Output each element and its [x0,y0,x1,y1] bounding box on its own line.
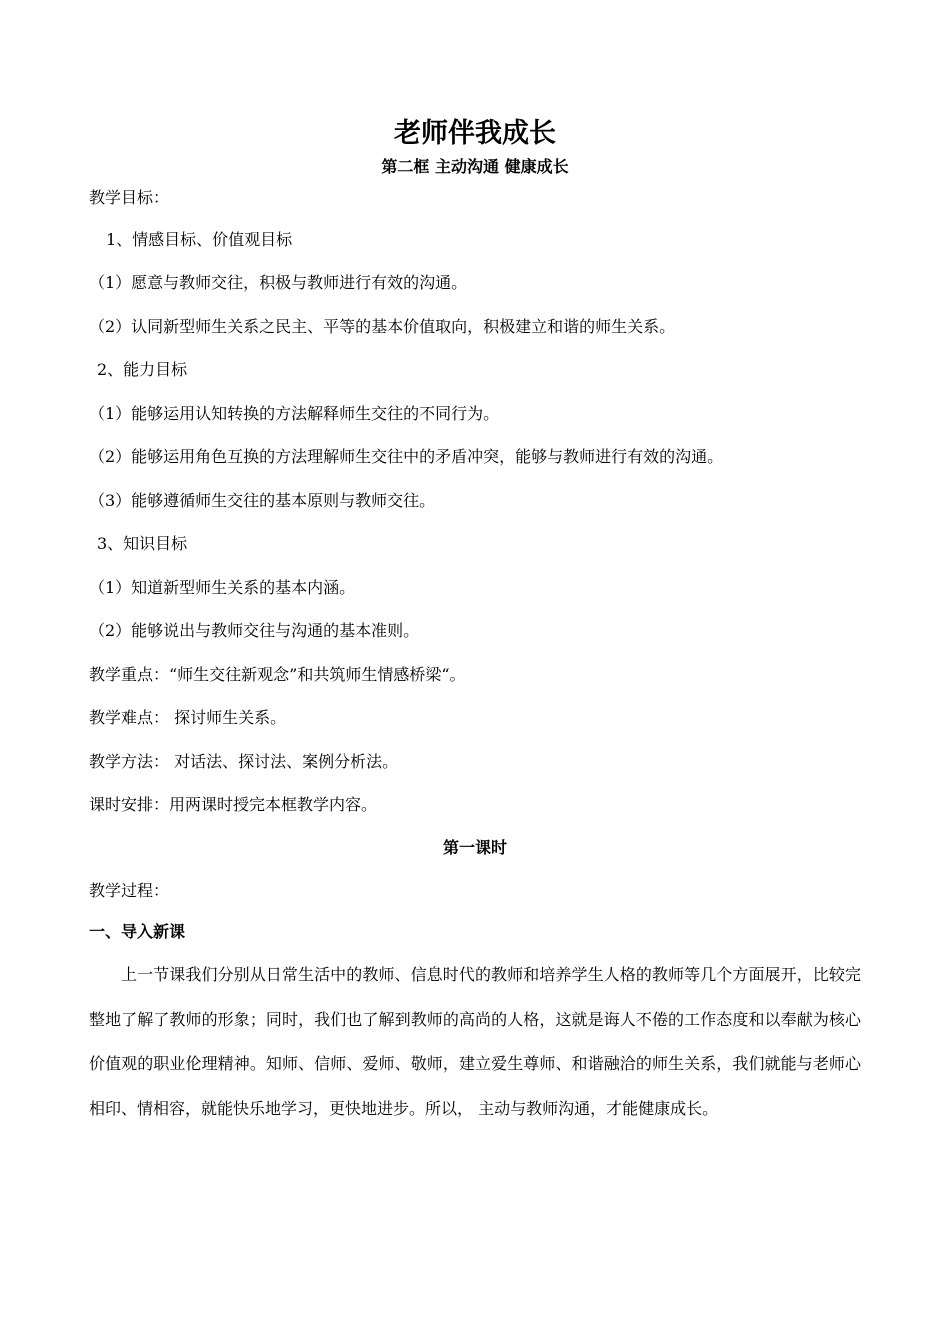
schedule: 课时安排：用两课时授完本框教学内容。 [89,795,378,814]
goal2-heading: 2、能力目标 [97,360,188,379]
document-title: 老师伴我成长 [394,118,556,149]
teaching-method: 教学方法： 对话法、探讨法、案例分析法。 [89,752,399,771]
process-heading: 教学过程： [89,881,170,900]
goal1-heading: 1、情感目标、价值观目标 [106,230,293,249]
difficulty: 教学难点： 探讨师生关系。 [89,708,287,727]
objectives-heading: 教学目标： [89,188,170,207]
document-subtitle: 第二框 主动沟通 健康成长 [381,157,569,176]
key-point: 教学重点：“师生交往新观念”和共筑师生情感桥梁“。 [89,665,466,684]
section1-heading: 一、导入新课 [89,922,186,941]
goal2-item: （3）能够遵循师生交往的基本原则与教师交往。 [89,491,436,510]
lesson-heading: 第一课时 [442,838,507,857]
goal2-item: （2）能够运用角色互换的方法理解师生交往中的矛盾冲突，能够与教师进行有效的沟通。 [89,447,724,466]
goal3-item: （2）能够说出与教师交往与沟通的基本准则。 [89,621,420,640]
goal3-item: （1）知道新型师生关系的基本内涵。 [89,578,356,597]
goal3-heading: 3、知识目标 [97,534,188,553]
goal1-item: （2）认同新型师生关系之民主、平等的基本价值取向，积极建立和谐的师生关系。 [89,317,676,336]
section1-paragraph: 上一节课我们分别从日常生活中的教师、信息时代的教师和培养学生人格的教师等几个方面展开，比较完整地了解了教师的形象；同时，我们也了解到教师的高尚的人格，这就是诲人不倦的工作态度和以奉献为核心价值观的职业伦理精神。知师、信师、爱师、敬师，建立爱生尊师、和谐融洽的师生关系，我们就能与老师心相印、情相容，就能快乐地学习，更快地进步。所以， 主动与教师沟通，才能健康成长。 [89,965,861,1118]
goal2-item: （1）能够运用认知转换的方法解释师生交往的不同行为。 [89,404,500,423]
goal1-item: （1）愿意与教师交往，积极与教师进行有效的沟通。 [89,273,468,292]
